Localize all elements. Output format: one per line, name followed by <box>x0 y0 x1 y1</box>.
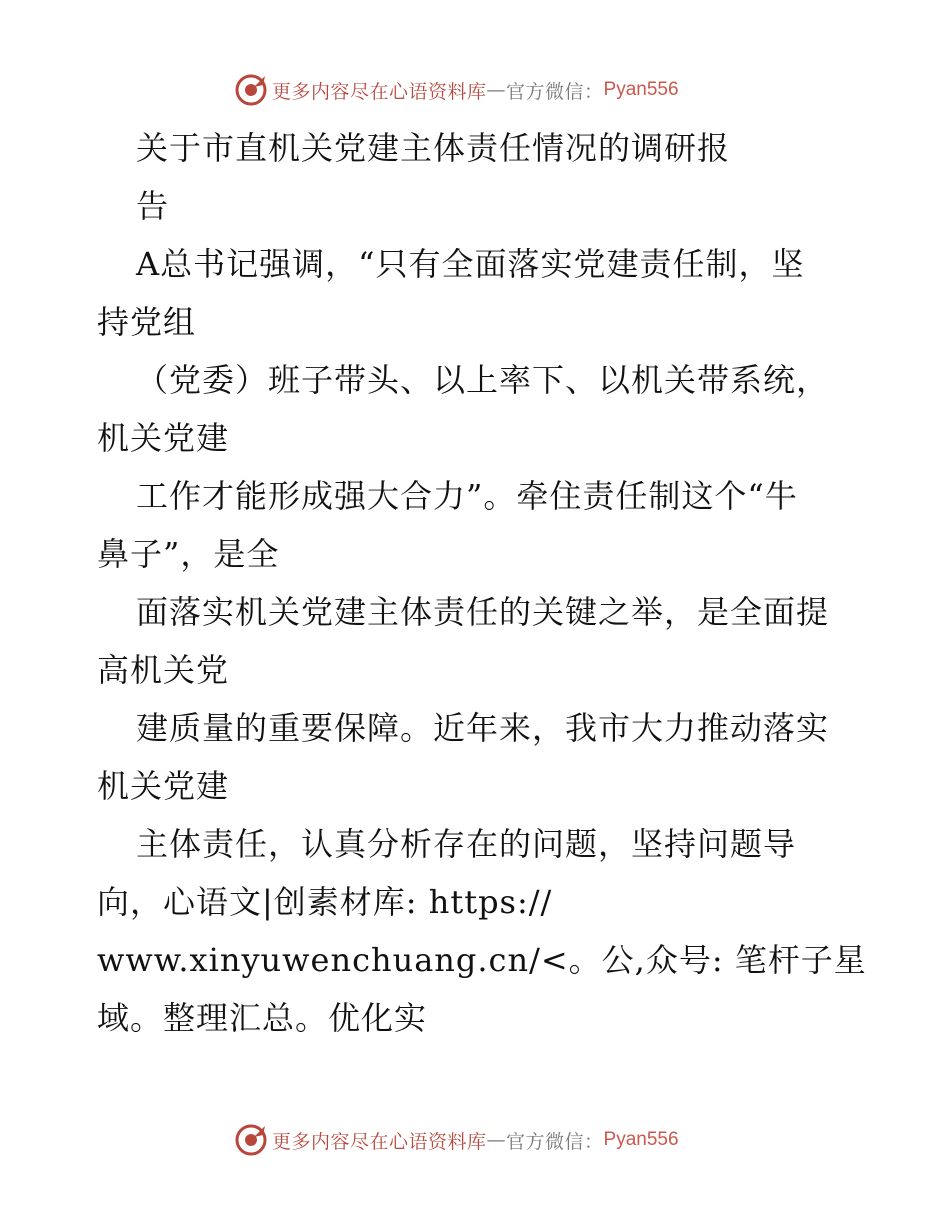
paragraph-line: A总书记强调，“只有全面落实党建责任制，坚 <box>136 245 805 283</box>
paragraph-line: 持党组 <box>97 303 197 341</box>
quill-logo-icon <box>234 1123 268 1157</box>
paragraph-line: 向，心语文|创素材库: https:// <box>97 883 553 921</box>
footer-watermark <box>234 1122 679 1158</box>
watermark-dash: — <box>486 1129 507 1151</box>
watermark-wechat-label: 官方微信： <box>506 80 604 103</box>
paragraph-line: 机关党建 <box>97 419 230 457</box>
paragraph-line: www.xinyuwenchuang.cn/<。公,众号: 笔杆子星 <box>97 941 867 979</box>
header-watermark <box>234 72 679 108</box>
watermark-wechat-id: Pyan556 <box>603 1129 679 1150</box>
watermark-dash: — <box>486 79 507 101</box>
document-title-line-1: 关于市直机关党建主体责任情况的调研报 <box>136 129 731 167</box>
document-title-line-2: 告 <box>136 187 170 225</box>
paragraph-line: 域。整理汇总。优化实 <box>97 999 428 1037</box>
paragraph-line: （党委）班子带头、以上率下、以机关带系统， <box>136 361 830 399</box>
watermark-text: 更多内容尽在心语资料库 <box>272 1130 487 1153</box>
paragraph-line: 主体责任，认真分析存在的问题，坚持问题导 <box>136 825 797 863</box>
paragraph-line: 高机关党 <box>97 651 230 689</box>
paragraph-line: 机关党建 <box>97 767 230 805</box>
watermark-wechat-label: 官方微信： <box>506 1130 604 1153</box>
watermark-text: 更多内容尽在心语资料库 <box>272 80 487 103</box>
quill-logo-icon <box>234 73 268 107</box>
paragraph-line: 鼻子”，是全 <box>97 535 280 573</box>
watermark-wechat-id: Pyan556 <box>603 79 679 100</box>
paragraph-line: 建质量的重要保障。近年来，我市大力推动落实 <box>136 709 830 747</box>
paragraph-line: 工作才能形成强大合力”。牵住责任制这个“牛 <box>136 477 798 515</box>
paragraph-line: 面落实机关党建主体责任的关键之举，是全面提 <box>136 593 830 631</box>
